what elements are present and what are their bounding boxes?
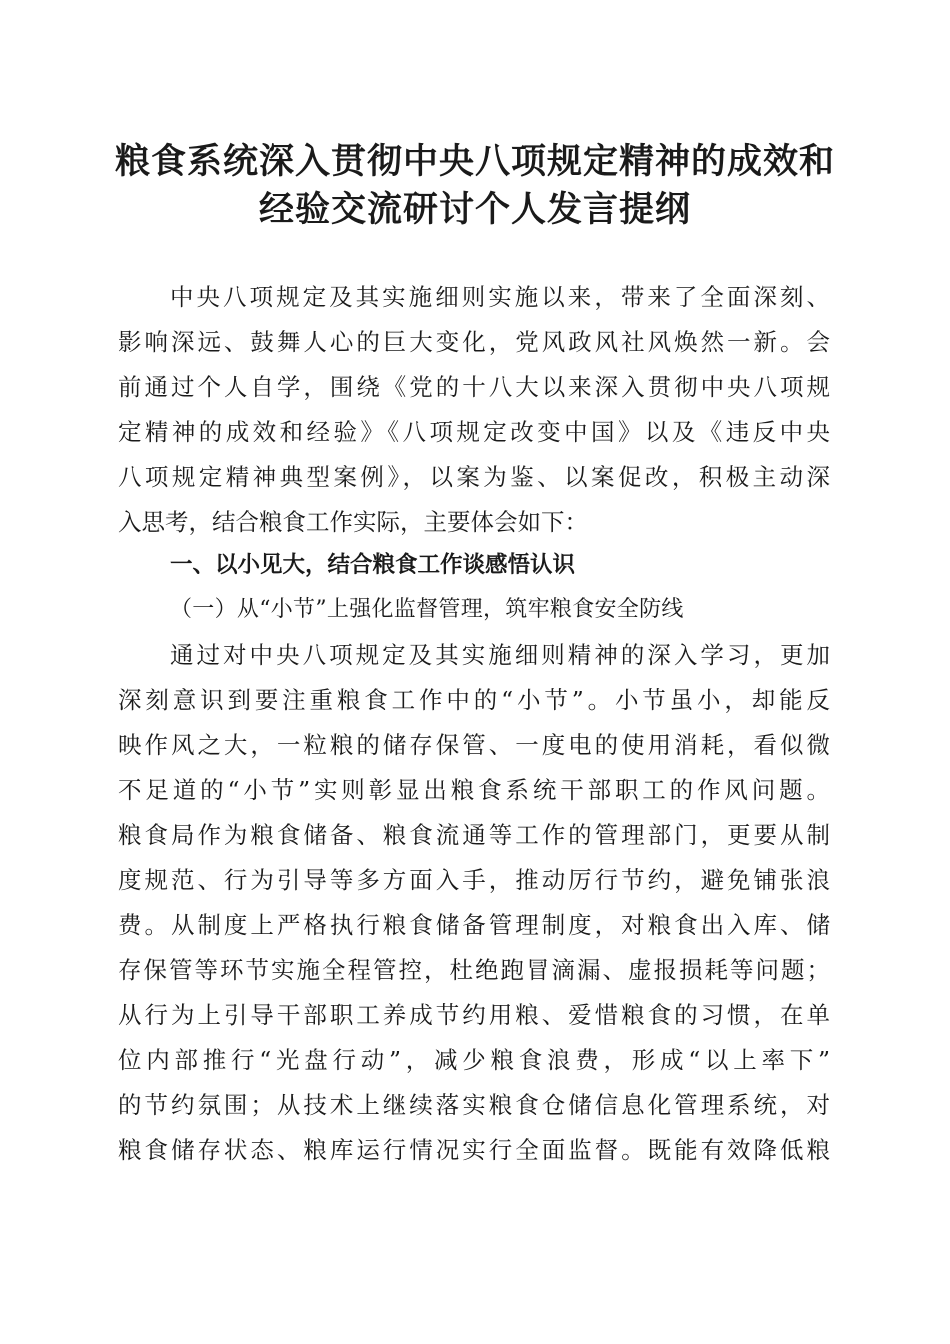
body-line-1: 通过对中央八项规定及其实施细则精神的深入学习，更加 bbox=[170, 641, 830, 669]
document-title-line-1: 粮食系统深入贯彻中央八项规定精神的成效和 bbox=[114, 141, 835, 182]
intro-line-3: 前通过个人自学，围绕《党的十八大以来深入贯彻中央八项规 bbox=[118, 373, 830, 401]
subsection-heading-1: （一）从“小节”上强化监督管理，筑牢粮食安全防线 bbox=[170, 597, 684, 622]
intro-line-4: 定精神的成效和经验》《八项规定改变中国》以及《违反中央 bbox=[118, 418, 830, 446]
document-title-line-2: 经验交流研讨个人发言提纲 bbox=[258, 189, 691, 230]
body-line-9: 从行为上引导干部职工养成节约用粮、爱惜粮食的习惯，在单 bbox=[118, 1001, 830, 1029]
body-line-10: 位内部推行“光盘行动”，减少粮食浪费，形成“以上率下” bbox=[118, 1046, 830, 1074]
body-line-11: 的节约氛围；从技术上继续落实粮食仓储信息化管理系统，对 bbox=[118, 1091, 830, 1119]
body-line-2: 深刻意识到要注重粮食工作中的“小节”。小节虽小，却能反 bbox=[118, 686, 830, 714]
body-line-6: 度规范、行为引导等多方面入手，推动厉行节约，避免铺张浪 bbox=[118, 866, 830, 894]
body-line-7: 费。从制度上严格执行粮食储备管理制度，对粮食出入库、储 bbox=[118, 911, 830, 939]
section-heading-1: 一、以小见大，结合粮食工作谈感悟认识 bbox=[170, 552, 576, 578]
body-line-8: 存保管等环节实施全程管控，杜绝跑冒滴漏、虚报损耗等问题； bbox=[118, 956, 830, 984]
intro-line-5: 八项规定精神典型案例》，以案为鉴、以案促改，积极主动深 bbox=[118, 463, 830, 491]
body-line-5: 粮食局作为粮食储备、粮食流通等工作的管理部门，更要从制 bbox=[118, 821, 830, 849]
intro-line-2: 影响深远、鼓舞人心的巨大变化，党风政风社风焕然一新。会 bbox=[118, 328, 830, 356]
intro-line-1: 中央八项规定及其实施细则实施以来，带来了全面深刻、 bbox=[170, 283, 830, 311]
intro-line-6: 入思考，结合粮食工作实际，主要体会如下： bbox=[118, 508, 588, 536]
body-line-3: 映作风之大，一粒粮的储存保管、一度电的使用消耗，看似微 bbox=[118, 731, 830, 759]
body-line-4: 不足道的“小节”实则彰显出粮食系统干部职工的作风问题。 bbox=[118, 776, 830, 804]
body-line-12: 粮食储存状态、粮库运行情况实行全面监督。既能有效降低粮 bbox=[118, 1136, 830, 1164]
